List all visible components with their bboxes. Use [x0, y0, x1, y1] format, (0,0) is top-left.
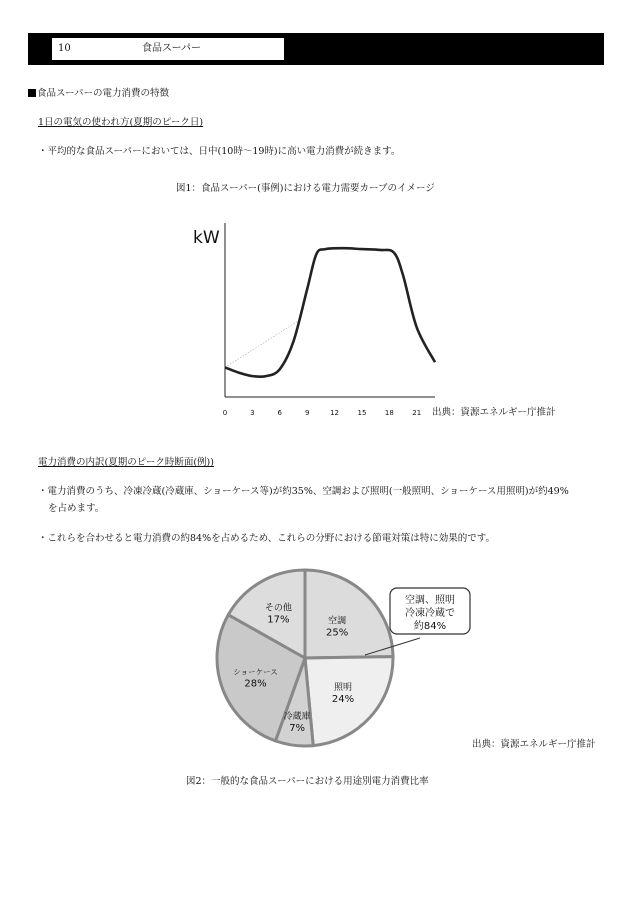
pie-slice-value: 24%: [331, 694, 355, 706]
page-number: 10: [58, 43, 71, 54]
pie-slice-label: 冷蔵庫: [283, 711, 311, 722]
pie-slice-value: 17%: [267, 614, 290, 626]
usage-pie-chart: [215, 560, 485, 755]
subsection1-heading: 1日の電気の使われ方(夏期のピーク日): [38, 117, 204, 128]
pie-slice-label: 照明: [333, 683, 353, 694]
section-title: [28, 87, 169, 101]
x-tick-label: 0: [222, 409, 228, 417]
pie-slice-value: 7%: [289, 722, 306, 734]
baseline-guide: [225, 319, 301, 367]
figure2-caption: 図2：一般的な食品スーパーにおける用途別電力消費比率: [186, 776, 429, 787]
x-tick-label: 3: [250, 409, 255, 417]
callout-line2: 冷凍冷蔵で: [405, 608, 455, 619]
subsection1-bullet: ・平均的な食品スーパーにおいては、日中(10時〜19時)に高い電力消費が続きます。: [38, 146, 401, 157]
load-curve-chart: [185, 215, 445, 425]
x-tick-label: 6: [277, 409, 283, 417]
pie-slice-label: 空調: [328, 616, 347, 627]
pie-slice-label: その他: [264, 603, 292, 614]
pie-slice: [305, 570, 393, 658]
square-bullet-icon: [28, 89, 36, 97]
subsection2-bullet2: ・これらを合わせると電力消費の約84%を占めるため、これらの分野における節電対策は特に効果的です。: [38, 533, 495, 544]
load-curve-line: [225, 248, 435, 377]
subsection2-bullet1-line2: を占めます。: [48, 503, 105, 514]
callout-line1: 空調、照明: [405, 595, 455, 606]
x-tick-label: 21: [412, 409, 422, 417]
pie-slice-label: ショーケース: [233, 667, 278, 677]
x-tick-label: 9: [304, 409, 310, 417]
header-label-box: [52, 38, 284, 60]
header-title: 食品スーパー: [142, 43, 201, 54]
section-title-text: 食品スーパーの電力消費の特徴: [37, 88, 170, 99]
figure1-caption: 図1：食品スーパー(事例)における電力需要カーブのイメージ: [176, 183, 435, 194]
x-tick-label: 18: [384, 409, 394, 417]
y-axis-label: kW: [193, 228, 220, 248]
subsection2-bullet1-line1: ・電力消費のうち、冷凍冷蔵(冷蔵庫、ショーケース等)が約35%、空調および照明(一般照明、ショーケース用照明)が約49%: [38, 486, 569, 497]
subsection2-heading: 電力消費の内訳(夏期のピーク時断面(例)): [38, 457, 214, 468]
x-tick-label: 12: [330, 409, 340, 417]
pie-slice-value: 28%: [244, 678, 267, 690]
figure2-source: 出典：資源エネルギー庁推計: [472, 739, 596, 750]
figure1-source: 出典：資源エネルギー庁推計: [432, 407, 556, 418]
callout-line3: 約84%: [413, 621, 447, 632]
pie-slice-value: 25%: [325, 627, 349, 639]
x-tick-label: 15: [357, 409, 367, 417]
